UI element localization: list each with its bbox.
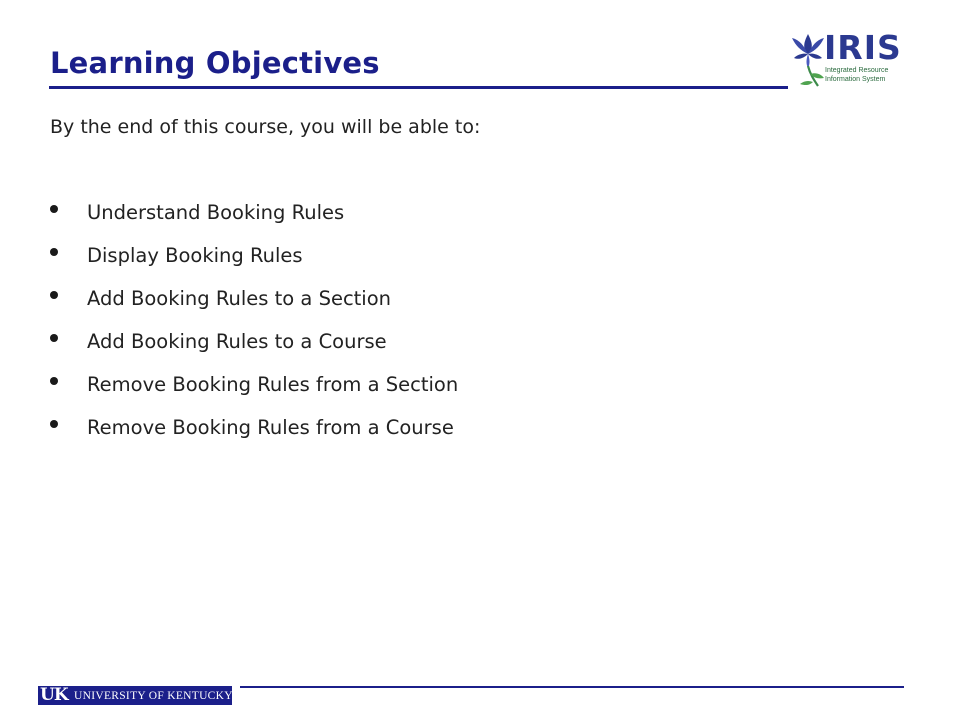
iris-wordmark: IRIS <box>824 28 902 67</box>
bullet-icon <box>50 420 58 428</box>
footer-rule <box>240 686 904 688</box>
objective-text: Add Booking Rules to a Course <box>87 330 387 353</box>
objective-text: Remove Booking Rules from a Course <box>87 416 454 439</box>
university-name: UNIVERSITY OF KENTUCKY <box>74 690 233 702</box>
iris-logo <box>788 28 918 92</box>
iris-subtitle <box>825 66 888 84</box>
uk-mark: UK <box>40 685 68 705</box>
bullet-icon <box>50 205 58 213</box>
uk-footer-logo <box>38 686 232 705</box>
objective-text: Add Booking Rules to a Section <box>87 287 392 310</box>
iris-flower-icon <box>788 28 828 90</box>
bullet-icon <box>50 291 58 299</box>
title-underline <box>49 86 788 89</box>
iris-subtitle-line2: Information System <box>825 76 886 83</box>
objective-text: Remove Booking Rules from a Section <box>87 373 459 396</box>
slide-title: Learning Objectives <box>50 46 380 80</box>
bullet-icon <box>50 334 58 342</box>
bullet-icon <box>50 248 58 256</box>
bullet-icon <box>50 377 58 385</box>
objective-text: Understand Booking Rules <box>87 201 345 224</box>
intro-text: By the end of this course, you will be able to: <box>50 116 481 138</box>
objective-text: Display Booking Rules <box>87 244 303 267</box>
iris-subtitle-line1: Integrated Resource <box>825 67 889 74</box>
